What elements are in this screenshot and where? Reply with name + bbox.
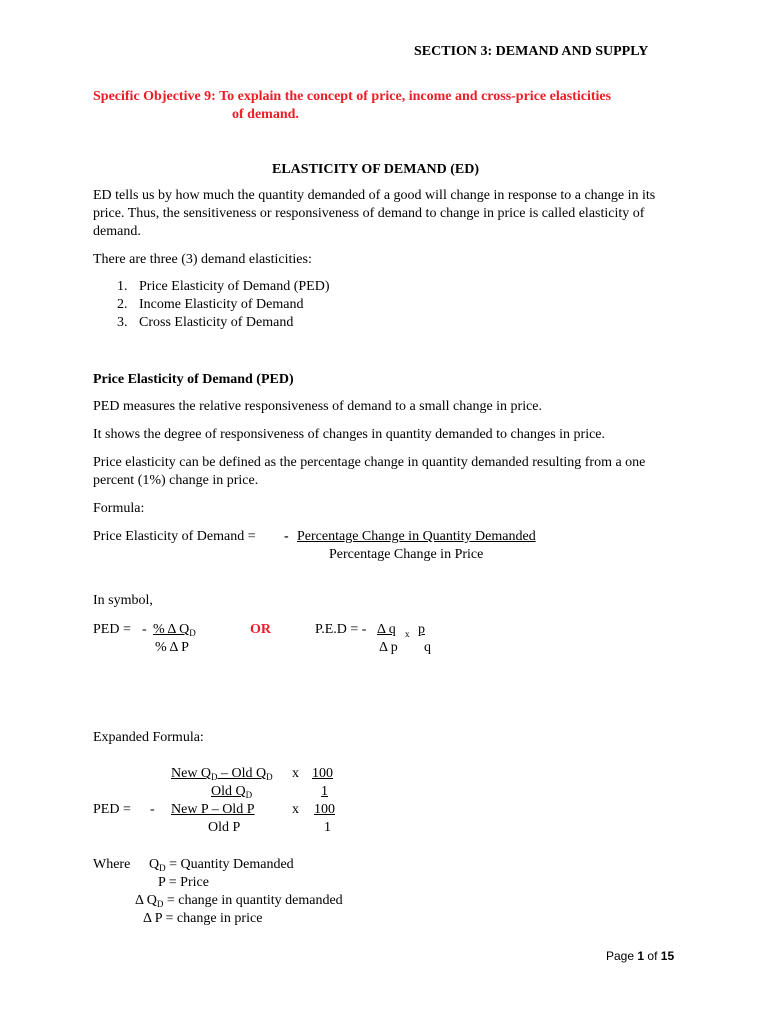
- list-item: [117, 278, 330, 296]
- expanded-one-top: [312, 783, 328, 801]
- expanded-one-bottom: 1: [324, 820, 331, 835]
- where-line-3: [135, 892, 343, 910]
- ped-paragraph-1: PED measures the relative responsiveness of demand to a small change in price.: [93, 399, 543, 414]
- expanded-times-top: x: [292, 766, 299, 781]
- list-item: [117, 296, 303, 314]
- expanded-old-q-den: Old Q: [211, 784, 246, 799]
- symbol-ped-eq: PED =: [93, 622, 131, 637]
- expanded-sub-d: D: [245, 790, 253, 800]
- objective-line-2: of demand.: [232, 107, 299, 122]
- expanded-ped-eq: PED =: [93, 802, 131, 817]
- list-item: [117, 314, 293, 332]
- page-footer: [606, 947, 674, 965]
- where-dq-sub: D: [156, 899, 164, 909]
- of-word: of: [647, 949, 658, 963]
- where-q: Q: [149, 857, 160, 872]
- expanded-bottom-denominator: Old P: [208, 820, 241, 835]
- symbol-or: OR: [250, 622, 271, 637]
- ped-paragraph-3: Price elasticity can be defined as the percentage change in quantity demanded resulting from a one percent (1%) change in price.: [93, 455, 646, 488]
- expanded-bottom-numerator: New P – Old P: [171, 802, 255, 817]
- symbol-p: p: [418, 622, 425, 637]
- expanded-times-bottom: x: [292, 802, 299, 817]
- formula-denominator: Percentage Change in Price: [329, 547, 484, 562]
- symbol-minus: -: [142, 622, 147, 637]
- list-number: 2.: [117, 297, 128, 312]
- symbol-numerator-sub: D: [189, 628, 196, 638]
- list-label: Income Elasticity of Demand: [139, 297, 304, 312]
- expanded-hundred-top: 100: [312, 766, 333, 781]
- expanded-sub-d: D: [211, 772, 218, 782]
- expanded-top-denominator: [171, 783, 288, 801]
- symbol-numerator-text: % Δ Q: [153, 622, 190, 637]
- symbol-ped2-eq: P.E.D = -: [315, 622, 367, 637]
- ped-heading: Price Elasticity of Demand (PED): [93, 372, 294, 387]
- expanded-top-numerator: [171, 765, 273, 783]
- symbol-dp: Δ p: [379, 640, 398, 655]
- list-label: Cross Elasticity of Demand: [139, 315, 294, 330]
- where-line-4: Δ P = change in price: [143, 911, 263, 926]
- expanded-old-q: – Old Q: [217, 766, 267, 781]
- expanded-hundred-bottom: 100: [314, 802, 335, 817]
- formula-minus: -: [284, 529, 289, 544]
- where-dq-def: = change in quantity demanded: [163, 893, 343, 908]
- where-line-1: [149, 856, 294, 874]
- list-label: Price Elasticity of Demand (PED): [139, 279, 330, 294]
- ped-paragraph-2: It shows the degree of responsiveness of changes in quantity demanded to changes in price.: [93, 427, 606, 442]
- where-q-sub: D: [159, 863, 166, 873]
- three-intro: There are three (3) demand elasticities:: [93, 252, 312, 267]
- where-label: Where: [93, 857, 131, 872]
- formula-label: Formula:: [93, 501, 145, 516]
- symbol-times: x: [405, 629, 410, 639]
- list-number: 3.: [117, 315, 128, 330]
- symbol-dq: Δ q: [377, 622, 396, 637]
- expanded-sub-d: D: [266, 772, 273, 782]
- list-number: 1.: [117, 279, 128, 294]
- symbol-numerator: [153, 621, 196, 639]
- ed-paragraph: ED tells us by how much the quantity demanded of a good will change in response to a change in its price. Thus, the sensitiveness or responsiveness of demand to change in price is called elasticity of demand.: [93, 188, 656, 239]
- symbol-q: q: [424, 640, 431, 655]
- where-dq: Δ Q: [135, 893, 157, 908]
- where-line-2: P = Price: [158, 875, 209, 890]
- objective-line-1: Specific Objective 9: To explain the concept of price, income and cross-price elasticities: [93, 89, 612, 104]
- where-q-def: = Quantity Demanded: [165, 857, 294, 872]
- expanded-new-q: New Q: [171, 766, 212, 781]
- section-header: SECTION 3: DEMAND AND SUPPLY: [414, 44, 649, 59]
- symbol-denominator: % Δ P: [155, 640, 189, 655]
- page-total: 15: [660, 949, 675, 963]
- page-number: 1: [637, 949, 645, 963]
- symbol-label: In symbol,: [93, 593, 153, 608]
- ed-heading: ELASTICITY OF DEMAND (ED): [272, 162, 480, 177]
- page-word: Page: [606, 949, 635, 963]
- expanded-minus: -: [150, 802, 155, 817]
- formula-lhs: Price Elasticity of Demand =: [93, 529, 256, 544]
- expanded-label: Expanded Formula:: [93, 730, 204, 745]
- formula-numerator: Percentage Change in Quantity Demanded: [297, 529, 536, 544]
- expanded-one-top-text: 1: [321, 784, 328, 799]
